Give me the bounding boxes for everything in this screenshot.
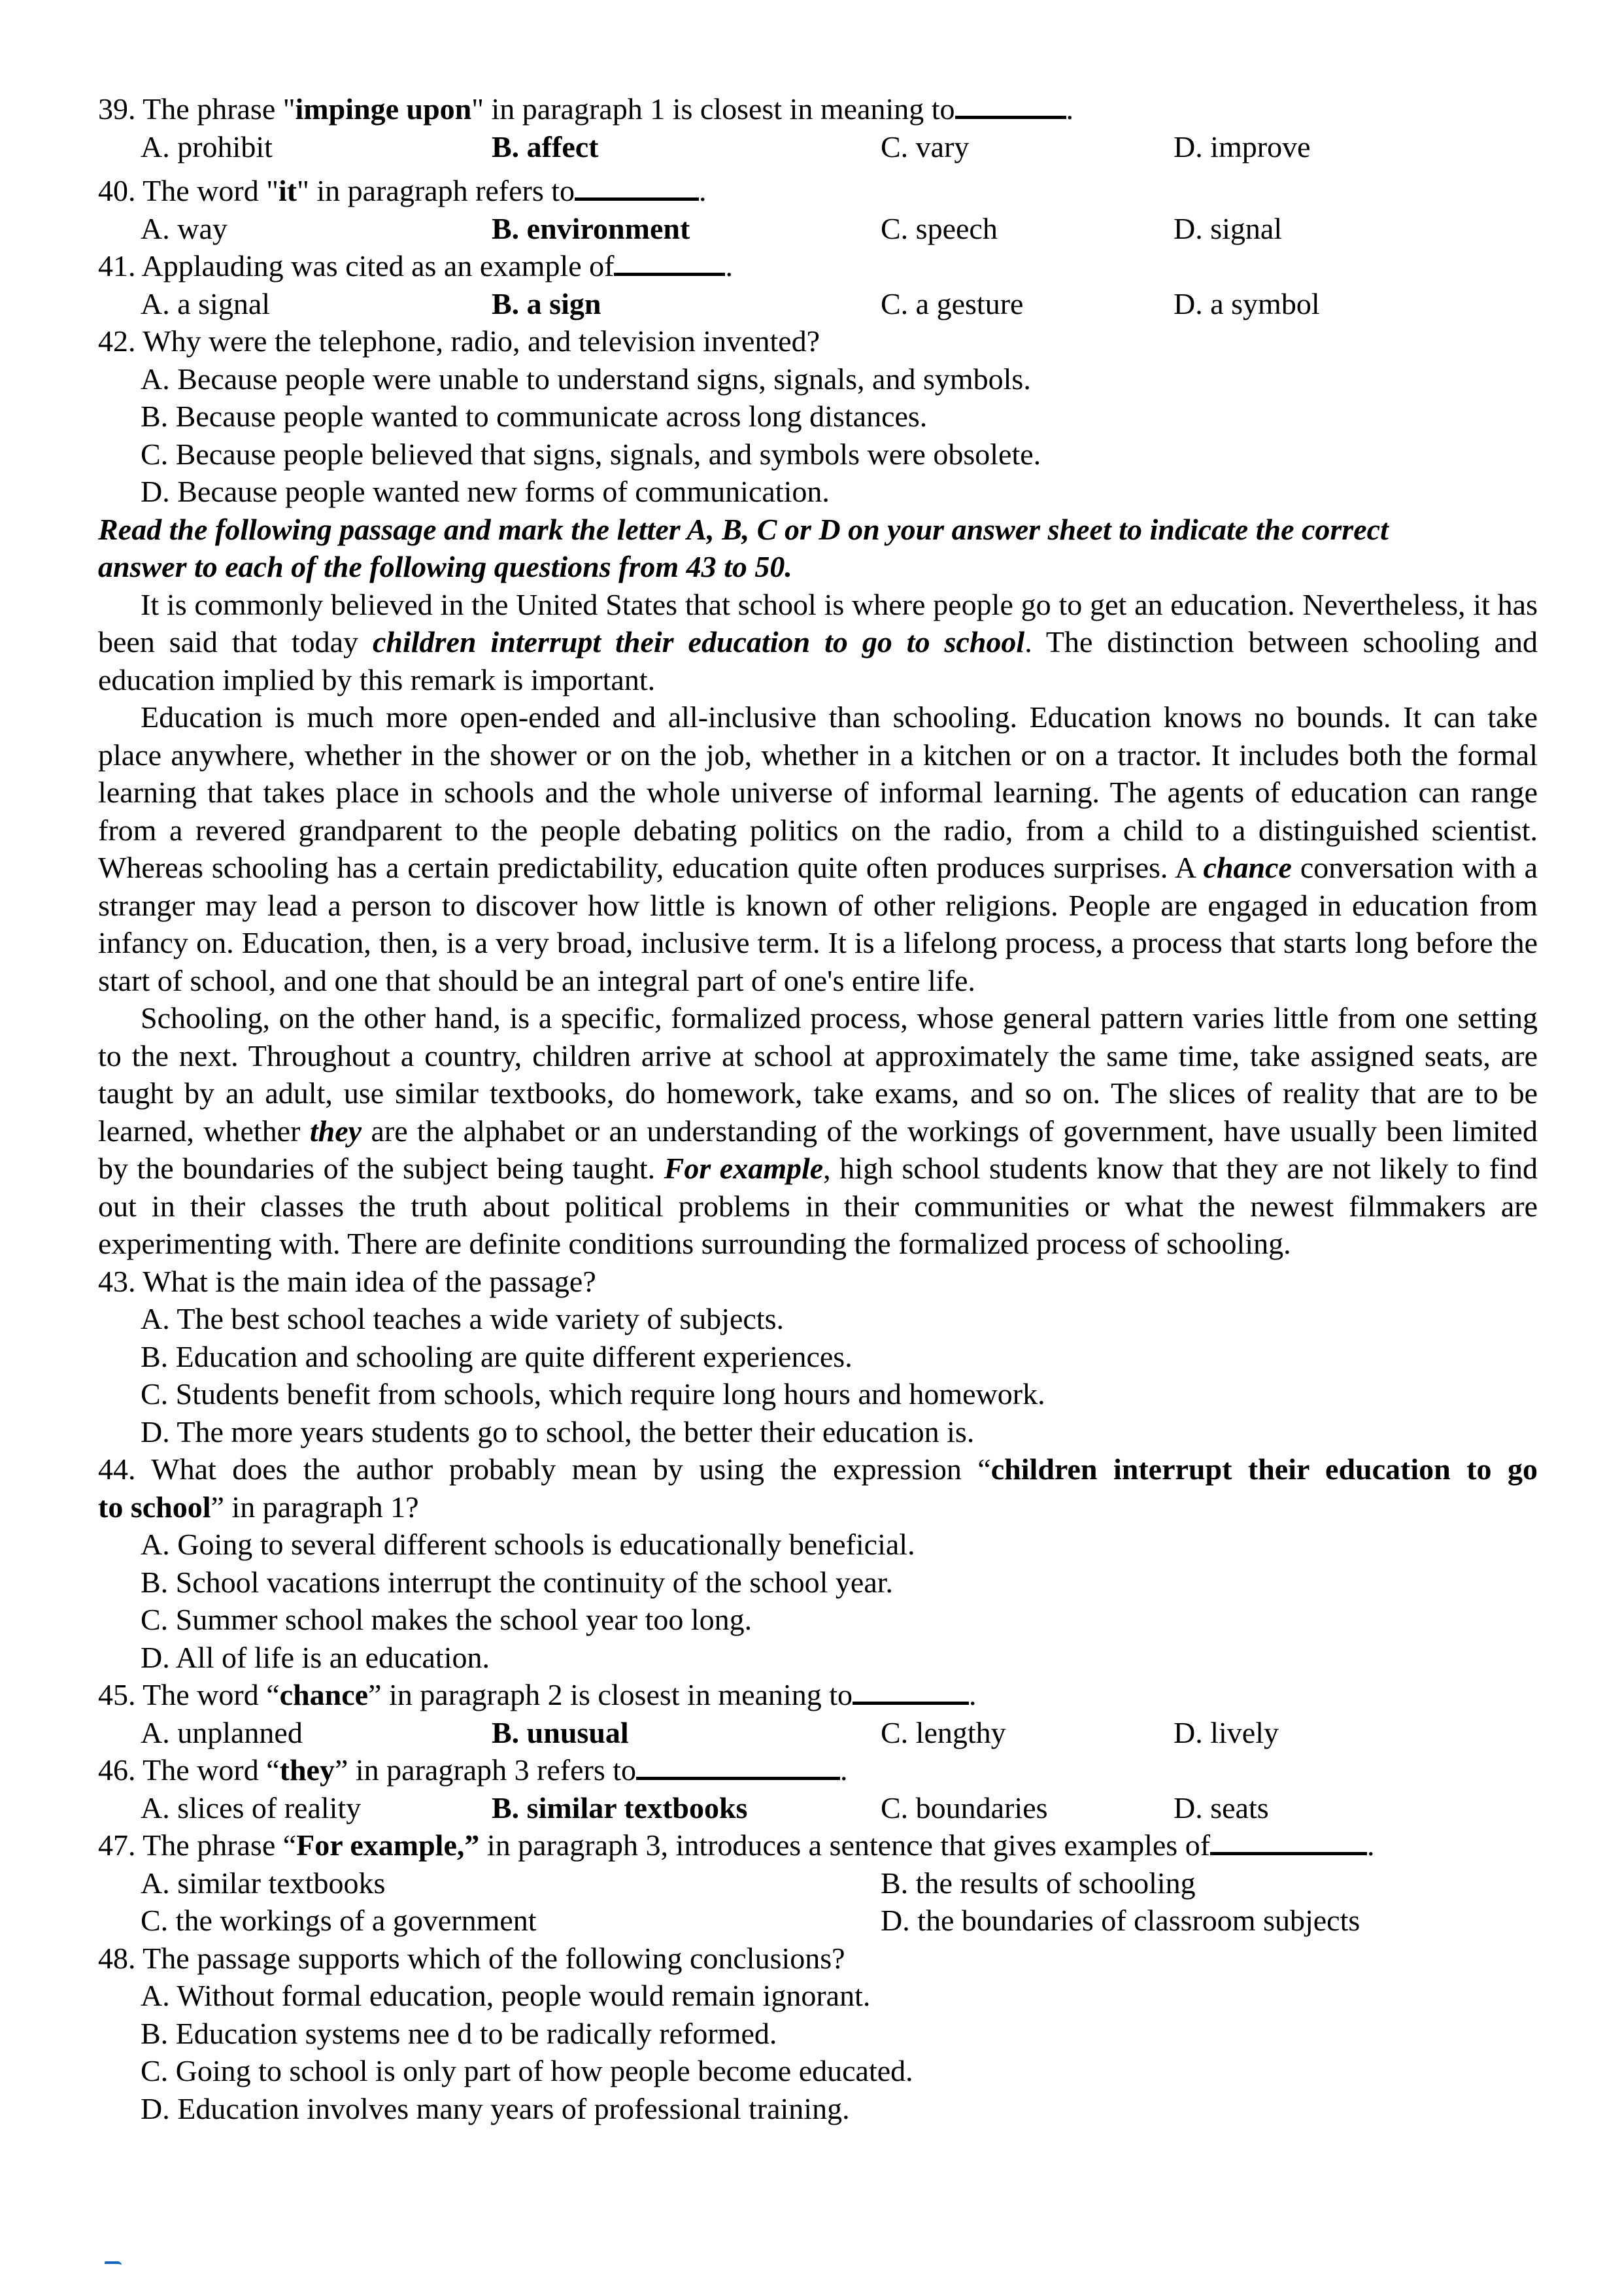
question-39-stem	[98, 90, 1538, 128]
emphasized-word: they	[309, 1114, 362, 1148]
stem-text: " in paragraph 1 is closest in meaning to	[471, 92, 955, 126]
option-a[interactable]: A. prohibit	[141, 129, 273, 163]
option-d[interactable]: D. lively	[1174, 1715, 1279, 1749]
answer-blank	[636, 1753, 840, 1780]
option-b[interactable]: B. School vacations interrupt the continuity of the school year.	[141, 1565, 894, 1599]
stem-text: What does the author probably mean by using the expression “	[151, 1452, 991, 1486]
stem-text: Applauding was cited as an example of	[141, 249, 615, 283]
period: .	[840, 1753, 848, 1787]
option-a[interactable]: A. Without formal education, people would remain ignorant.	[141, 1979, 871, 2012]
passage-paragraph-2	[98, 698, 1538, 999]
paragraph-text: , high school students know that they are not likely to find out in their classes the truth about political problems in their communities or what the newest filmmakers are experimenting with. There are definite conditions surrounding the formalized process of schooling.	[98, 1152, 1538, 1260]
passage-paragraph-1	[98, 586, 1538, 699]
option-d[interactable]: D. improve	[1174, 129, 1311, 163]
question-47-options-row-1	[98, 1864, 1538, 1902]
emphasized-phrase: children interrupt their education to go to school	[372, 625, 1025, 659]
option-b[interactable]: B. the results of schooling	[881, 1866, 1196, 1900]
stem-text: The phrase “	[143, 1828, 297, 1862]
stem-text: The passage supports which of the following conclusions?	[143, 1941, 845, 1975]
period: .	[725, 249, 733, 283]
period: .	[699, 174, 707, 207]
paragraph-text: . The distinction between schooling and education implied by this remark is important.	[98, 625, 1538, 696]
option-a[interactable]: A. unplanned	[141, 1715, 303, 1749]
stem-text: ” in paragraph 1?	[211, 1490, 419, 1524]
option-a[interactable]: A. slices of reality	[141, 1791, 362, 1825]
question-39-options	[98, 128, 1538, 166]
stem-text: ” in paragraph 2 is closest in meaning to	[368, 1678, 853, 1711]
question-40-options	[98, 210, 1538, 248]
option-c[interactable]: C. lengthy	[881, 1715, 1006, 1749]
question-45-stem	[98, 1676, 1538, 1714]
question-46-stem	[98, 1751, 1538, 1789]
option-b[interactable]: B. environment	[492, 211, 690, 245]
paragraph-text: Education is much more open-ended and all-inclusive than schooling. Education knows no bounds. It can take place anywhere, whether in the shower or on the job, whether in a kitchen or on a tractor. It includes both the formal learning that takes place in schools and the whole universe of informal learning. The agents of education can range from a revered grandparent to the people debating politics on the radio, from a child to a distinguished scientist. Whereas schooling has a certain predictability, education quite often produces surprises. A	[98, 700, 1538, 884]
section-instruction-line-1: Read the following passage and mark the letter A, B, C or D on your answer sheet to indicate the correct	[98, 512, 1389, 546]
stem-text: The word “	[143, 1753, 280, 1787]
option-d[interactable]: D. the boundaries of classroom subjects	[881, 1904, 1360, 1937]
stem-text: " in paragraph refers to	[297, 174, 575, 207]
stem-text: in paragraph 3, introduces a sentence that gives examples of	[479, 1828, 1211, 1862]
question-number: 47.	[98, 1828, 136, 1862]
answer-blank	[614, 249, 725, 276]
option-c[interactable]: C. Summer school makes the school year too long.	[141, 1603, 752, 1636]
stem-keyword: to school	[98, 1490, 211, 1524]
question-number: 42.	[98, 324, 136, 358]
option-c[interactable]: C. boundaries	[881, 1791, 1048, 1825]
stem-keyword: For example,”	[296, 1828, 480, 1862]
stem-text: The phrase "	[143, 92, 296, 126]
question-41-options	[98, 285, 1538, 323]
question-number: 48.	[98, 1941, 136, 1975]
question-42-stem	[98, 322, 1538, 360]
option-d[interactable]: D. signal	[1174, 211, 1283, 245]
question-47-options-row-2	[98, 1902, 1538, 1940]
question-40-stem	[98, 172, 1538, 210]
question-number: 45.	[98, 1678, 136, 1711]
option-b[interactable]: B. Education and schooling are quite different experiences.	[141, 1339, 853, 1373]
option-a[interactable]: A. way	[141, 211, 228, 245]
option-d[interactable]: D. The more years students go to school, the better their education is.	[141, 1414, 975, 1448]
option-d[interactable]: D. seats	[1174, 1791, 1269, 1825]
passage-paragraph-3	[98, 999, 1538, 1263]
option-c[interactable]: C. vary	[881, 129, 970, 163]
period: .	[1066, 92, 1074, 126]
option-d[interactable]: D. Because people wanted new forms of communication.	[141, 475, 830, 508]
paragraph-text: It is commonly believed in the United States that school is where people go to get an education. Nevertheless, it has been said that today	[98, 587, 1538, 659]
question-41-stem	[98, 247, 1538, 285]
paragraph-text: conversation with a stranger may lead a person to discover how little is known of other religions. People are engaged in education from infancy on. Education, then, is a very broad, inclusive term. It is a lifelong process, a process that starts long before the start of school, and one that should be an integral part of one's entire life.	[98, 851, 1538, 997]
period: .	[1367, 1828, 1375, 1862]
option-d[interactable]: D. Education involves many years of professional training.	[141, 2091, 850, 2125]
option-c[interactable]: C. Students benefit from schools, which require long hours and homework.	[141, 1377, 1045, 1411]
option-d[interactable]: D. All of life is an education.	[141, 1640, 490, 1674]
question-number: 46.	[98, 1753, 136, 1787]
question-number: 39.	[98, 92, 136, 126]
emphasized-phrase: For example	[664, 1152, 824, 1185]
paragraph-text: are the alphabet or an understanding of the workings of government, have usually been limited by the boundaries of the subject being taught.	[98, 1114, 1538, 1185]
answer-blank	[575, 174, 699, 201]
question-48-stem	[98, 1940, 1538, 1978]
option-c[interactable]: C. Because people believed that signs, signals, and symbols were obsolete.	[141, 437, 1041, 471]
exam-page	[98, 90, 1538, 2127]
paragraph-text: Schooling, on the other hand, is a specific, formalized process, whose general pattern varies little from one setting to the next. Throughout a country, children arrive at school at approximately the same time, take assigned seats, are taught by an adult, use similar textbooks, do homework, take exams, and so on. The slices of reality that are to be learned, whether	[98, 1001, 1538, 1148]
answer-blank	[955, 92, 1066, 119]
question-44-stem-line-1	[98, 1450, 1538, 1488]
answer-blank	[1210, 1828, 1367, 1855]
period: .	[969, 1678, 977, 1711]
question-number: 44.	[98, 1452, 136, 1486]
option-d[interactable]: D. a symbol	[1174, 286, 1320, 320]
stem-keyword: impinge upon	[295, 92, 472, 126]
option-b[interactable]: B. affect	[492, 129, 599, 163]
stem-text: What is the main idea of the passage?	[143, 1264, 596, 1298]
question-number: 40.	[98, 174, 136, 207]
watermark-glyph-fragment	[105, 2261, 122, 2268]
spacer	[98, 165, 1538, 172]
option-c[interactable]: C. the workings of a government	[141, 1904, 537, 1937]
question-45-options	[98, 1714, 1538, 1752]
stem-keyword: chance	[279, 1678, 369, 1711]
question-number: 43.	[98, 1264, 136, 1298]
option-a[interactable]: A. The best school teaches a wide variety of subjects.	[141, 1302, 785, 1335]
stem-keyword: they	[279, 1753, 335, 1787]
stem-keyword: children interrupt their education to go	[990, 1452, 1538, 1486]
option-c[interactable]: C. speech	[881, 211, 998, 245]
emphasized-word: chance	[1203, 851, 1292, 884]
stem-text: The word “	[143, 1678, 280, 1711]
option-b[interactable]: B. Education systems nee d to be radically reformed.	[141, 2016, 777, 2050]
stem-text: Why were the telephone, radio, and television invented?	[143, 324, 820, 358]
question-number: 41.	[98, 249, 136, 283]
question-44-stem-line-2	[98, 1488, 1538, 1526]
option-b[interactable]: B. unusual	[492, 1715, 629, 1749]
option-a[interactable]: A. Going to several different schools is educationally beneficial.	[141, 1528, 915, 1561]
option-a[interactable]: A. a signal	[141, 286, 271, 320]
option-c[interactable]: C. Going to school is only part of how people become educated.	[141, 2054, 913, 2087]
option-b[interactable]: B. similar textbooks	[492, 1791, 748, 1825]
option-c[interactable]: C. a gesture	[881, 286, 1024, 320]
stem-keyword: it	[279, 174, 297, 207]
option-a[interactable]: A. Because people were unable to understand signs, signals, and symbols.	[141, 362, 1031, 396]
option-b[interactable]: B. a sign	[492, 286, 601, 320]
stem-text: The word "	[143, 174, 279, 207]
question-43-stem	[98, 1263, 1538, 1301]
question-46-options	[98, 1789, 1538, 1827]
stem-text: ” in paragraph 3 refers to	[334, 1753, 637, 1787]
question-47-stem	[98, 1826, 1538, 1864]
section-instruction-line-2: answer to each of the following questions from 43 to 50.	[98, 550, 792, 583]
option-a[interactable]: A. similar textbooks	[141, 1866, 386, 1900]
option-b[interactable]: B. Because people wanted to communicate across long distances.	[141, 400, 928, 433]
answer-blank	[853, 1678, 969, 1705]
